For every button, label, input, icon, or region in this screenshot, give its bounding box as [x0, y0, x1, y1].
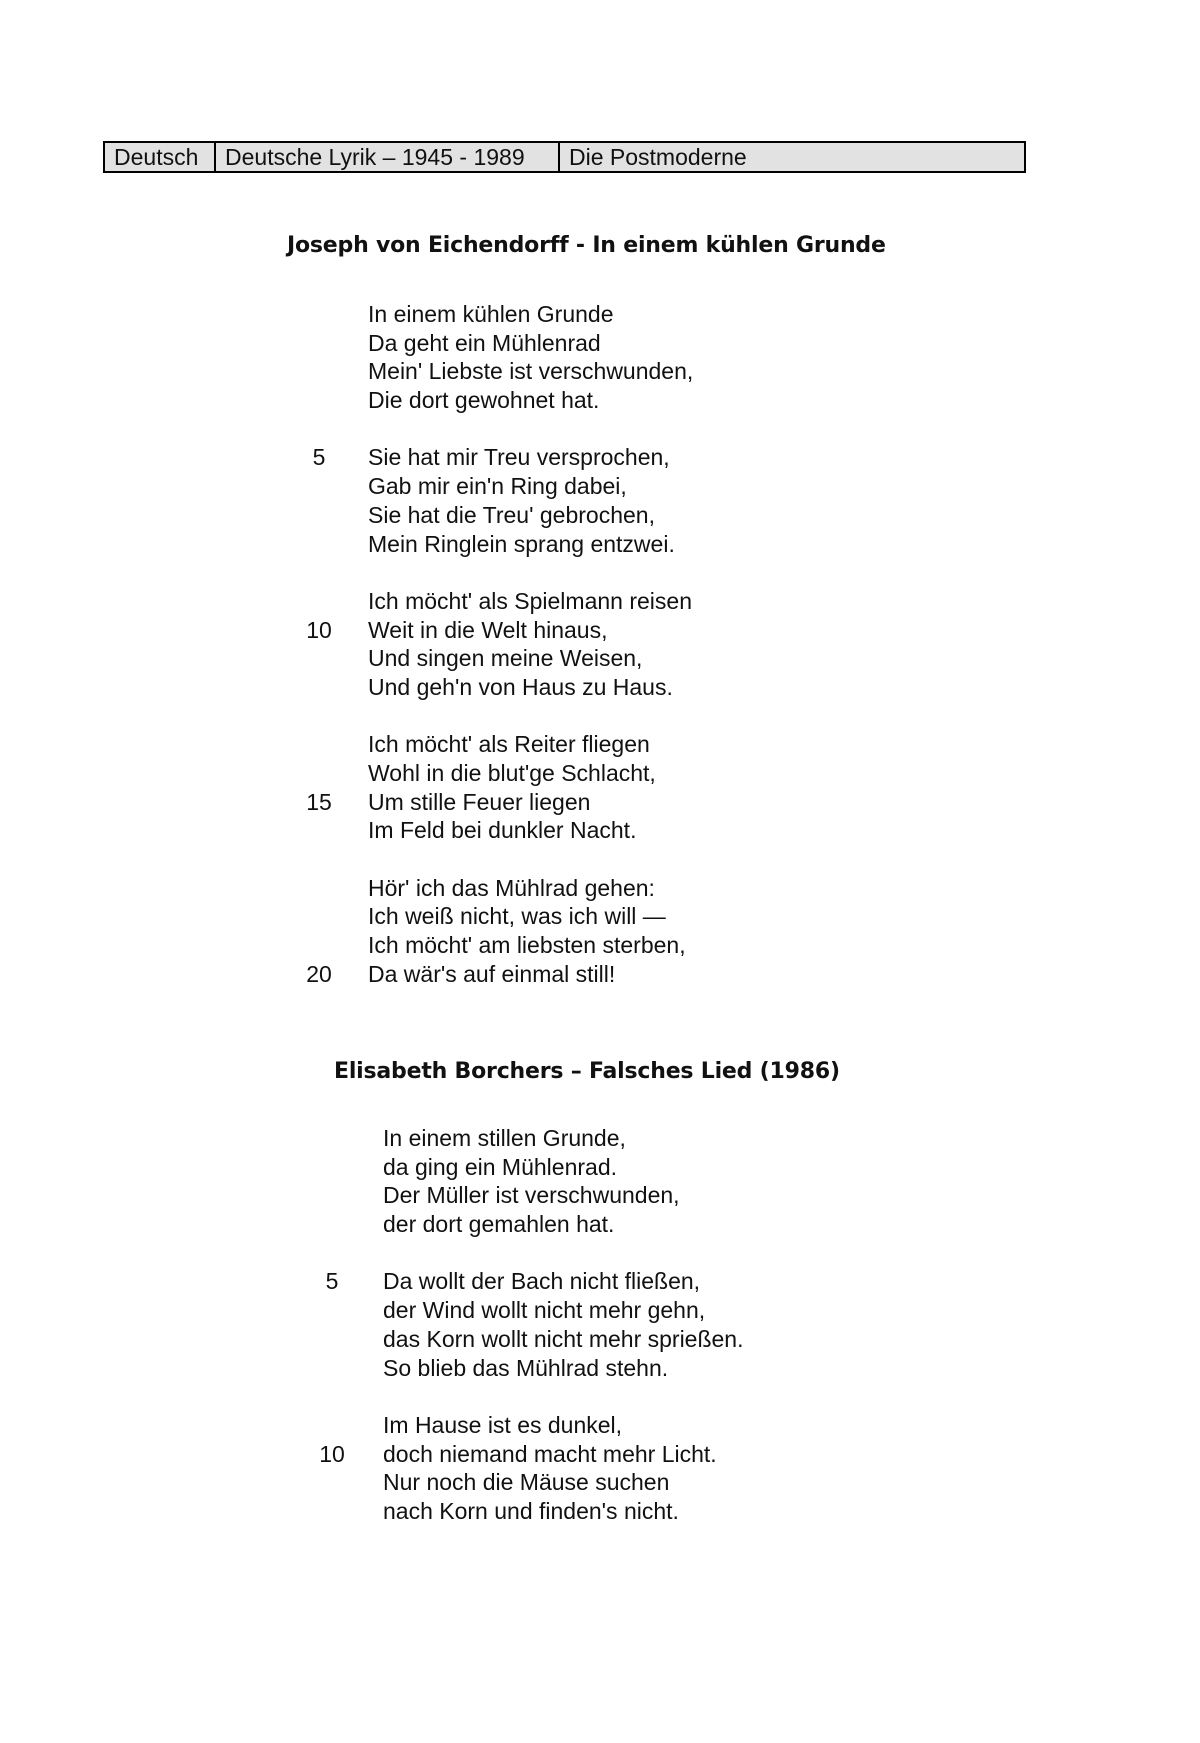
poem-line: [368, 329, 693, 358]
line-number: 10: [306, 616, 332, 643]
poem-1-title: Joseph von Eichendorff - In einem kühlen Grunde: [287, 233, 886, 258]
poem-line: [312, 443, 693, 472]
poem-line-text: Da wollt der Bach nicht fließen,: [383, 1268, 701, 1295]
poem-line: [319, 1440, 744, 1469]
poem-line: [383, 1468, 744, 1497]
poem-line-text: Ich möcht' als Spielmann reisen: [368, 587, 692, 614]
poem-line: [383, 1325, 744, 1354]
stanza-gap: [383, 1382, 744, 1411]
poem-line: [383, 1124, 744, 1153]
line-number: 10: [319, 1440, 345, 1467]
poem-line-text: nach Korn und finden's nicht.: [383, 1497, 679, 1524]
poem-2-title: Elisabeth Borchers – Falsches Lied (1986): [334, 1059, 840, 1084]
stanza-gap: [368, 415, 693, 444]
poem-line-text: Da geht ein Mühlenrad: [368, 329, 601, 356]
poem-line-text: Im Feld bei dunkler Nacht.: [368, 817, 637, 844]
poem-line: [368, 386, 693, 415]
header-topic: Deutsche Lyrik – 1945 - 1989: [216, 143, 560, 171]
poem-line-text: Sie hat die Treu' gebrochen,: [368, 501, 655, 528]
poem-line: [368, 472, 693, 501]
poem-line: [368, 874, 693, 903]
poem-line: [383, 1181, 744, 1210]
poem-2-text: [319, 1124, 744, 1526]
poem-line-text: der Wind wollt nicht mehr gehn,: [383, 1297, 706, 1324]
poem-line: [383, 1296, 744, 1325]
poem-line-text: So blieb das Mühlrad stehn.: [383, 1354, 669, 1381]
poem-line-text: Gab mir ein'n Ring dabei,: [368, 473, 627, 500]
poem-line: [383, 1153, 744, 1182]
stanza-gap: [368, 558, 693, 587]
poem-line: [368, 730, 693, 759]
poem-line-text: Sie hat mir Treu versprochen,: [368, 444, 670, 471]
poem-line: [368, 902, 693, 931]
stanza-gap: [383, 1239, 744, 1268]
poem-line-text: Im Hause ist es dunkel,: [383, 1411, 623, 1438]
poem-line-text: Ich möcht' am liebsten sterben,: [368, 932, 686, 959]
stanza-gap: [368, 702, 693, 731]
poem-line: [306, 616, 693, 645]
poem-line-text: Und singen meine Weisen,: [368, 645, 643, 672]
poem-line-text: das Korn wollt nicht mehr sprießen.: [383, 1325, 744, 1352]
poem-line-text: doch niemand macht mehr Licht.: [383, 1440, 717, 1467]
poem-line-text: Und geh'n von Haus zu Haus.: [368, 673, 673, 700]
poem-line-text: In einem stillen Grunde,: [383, 1125, 626, 1151]
poem-line: [325, 1267, 744, 1296]
poem-line-text: Wohl in die blut'ge Schlacht,: [368, 760, 656, 786]
poem-line: [383, 1411, 744, 1440]
poem-line: [306, 960, 693, 989]
poem-line-text: Nur noch die Mäuse suchen: [383, 1469, 670, 1496]
line-number: 20: [306, 960, 332, 987]
poem-line: [368, 644, 693, 673]
poem-line: [368, 357, 693, 386]
poem-line: [383, 1497, 744, 1526]
header-table: [103, 141, 1026, 173]
line-number: 5: [312, 444, 326, 471]
poem-line-text: Mein Ringlein sprang entzwei.: [368, 530, 675, 557]
poem-line: [368, 587, 693, 616]
line-number: 5: [325, 1268, 339, 1295]
poem-line: [368, 530, 693, 559]
poem-line-text: Die dort gewohnet hat.: [368, 387, 600, 414]
poem-line-text: Um stille Feuer liegen: [368, 788, 591, 815]
poem-line-text: In einem kühlen Grunde: [368, 301, 614, 327]
poem-line-text: Weit in die Welt hinaus,: [368, 616, 608, 643]
poem-line-text: Mein' Liebste ist verschwunden,: [368, 358, 694, 385]
poem-line-text: der dort gemahlen hat.: [383, 1211, 615, 1238]
poem-1-text: [306, 300, 694, 989]
poem-line: [368, 673, 693, 702]
header-subject: Deutsch: [105, 143, 216, 171]
poem-line: [368, 816, 693, 845]
line-number: 15: [306, 788, 332, 815]
poem-line: [306, 788, 693, 817]
poem-line: [383, 1210, 744, 1239]
poem-line: [368, 759, 693, 788]
poem-line-text: Hör' ich das Mühlrad gehen:: [368, 874, 655, 901]
poem-line-text: Ich möcht' als Reiter fliegen: [368, 731, 650, 758]
poem-line-text: Ich weiß nicht, was ich will —: [368, 903, 666, 930]
header-epoch: Die Postmoderne: [569, 144, 747, 170]
poem-line-text: Der Müller ist verschwunden,: [383, 1182, 680, 1209]
poem-line: [383, 1354, 744, 1383]
poem-line-text: da ging ein Mühlenrad.: [383, 1153, 617, 1180]
poem-line: [368, 501, 693, 530]
poem-line: [368, 931, 693, 960]
poem-line: [368, 300, 693, 329]
poem-line-text: Da wär's auf einmal still!: [368, 960, 616, 987]
stanza-gap: [368, 845, 693, 874]
